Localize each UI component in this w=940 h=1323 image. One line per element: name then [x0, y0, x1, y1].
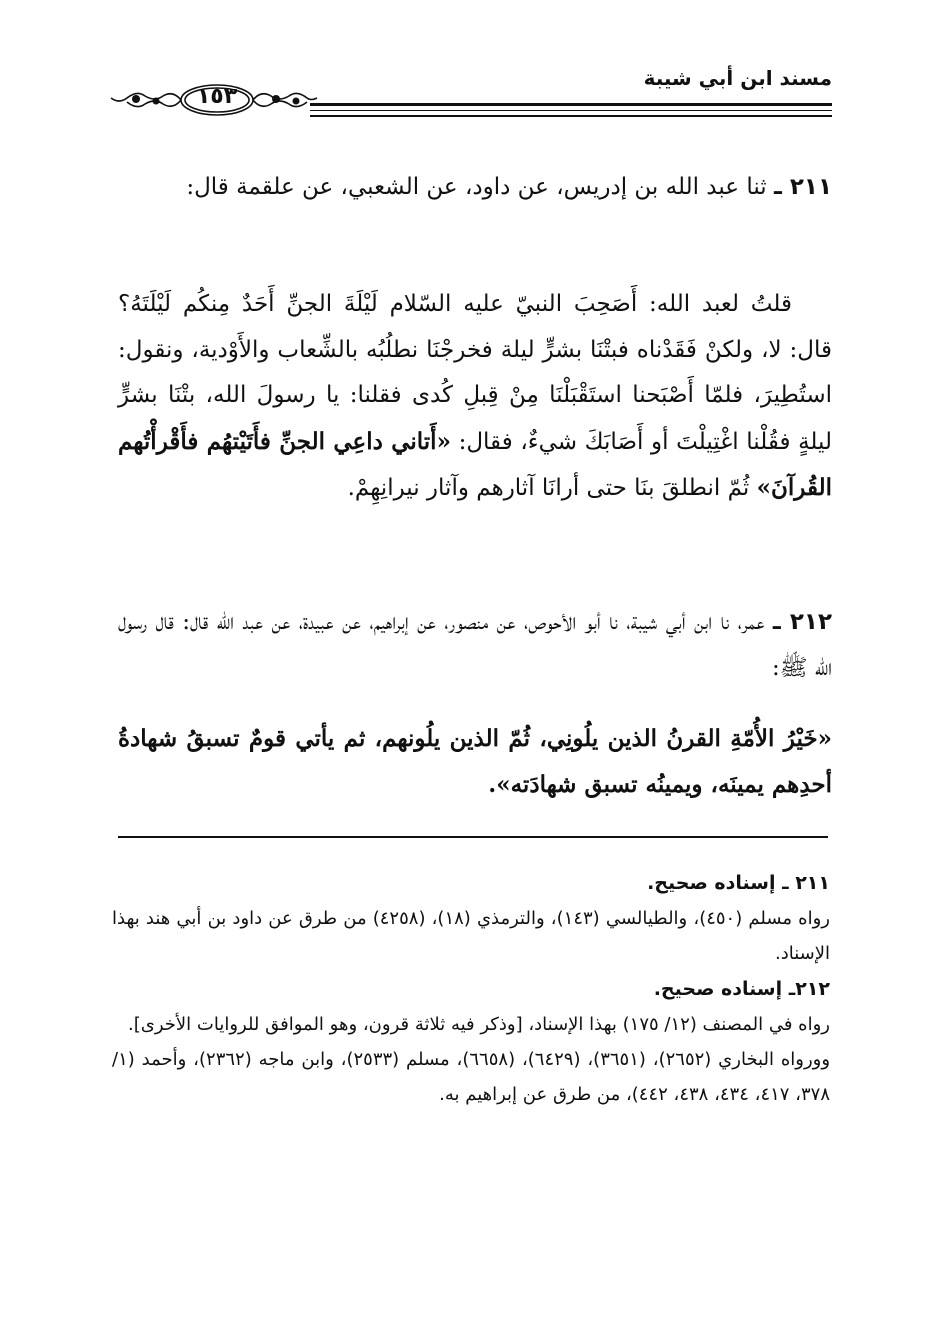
- footnote-rule: [118, 836, 828, 838]
- footnote-212-body-2: وورواه البخاري (٢٦٥٢)، (٣٦٥١)، (٦٤٢٩)، (٦٦٥٨)، مسلم (٢٥٣٣)، وابن ماجه (٢٣٦٢)، وأحمد (١/ ٣٧٨، ٤١٧، ٤٣٤، ٤٣٨، ٤٤٢)، من طرق عن إبراهيم به.: [112, 1049, 831, 1106]
- hadith-212-isnad: [118, 600, 832, 691]
- hadith-211-isnad: [118, 165, 832, 211]
- hadith-number: ٢١٢ ـ: [772, 609, 833, 635]
- footnote-211-body: رواه مسلم (٤٥٠)، والطيالسي (١٤٣)، والترمذي (١٨)، (٤٢٥٨) من طرق عن داود بن أبي هند بهذا الإسناد.: [112, 908, 830, 965]
- footnote-212-body: رواه في المصنف (١٢/ ١٧٥) بهذا الإسناد، [وذكر فيه ثلاثة قرون، وهو الموافق للروايات الأخرى].: [128, 1013, 830, 1035]
- header-rule: [310, 103, 832, 106]
- hadith-212-quote: «خَيْرُ الأُمّةِ القرنُ الذين يلُونِي، ثُمّ الذين يلُونهم، ثم يأتي قومٌ تسبقُ شهادةُ أحدِهم يمينَه، ويمينُه تسبق شهادَته».: [118, 725, 832, 798]
- matn-text: قلتُ لعبد الله: أَصَحِبَ النبيّ عليه السّلام لَيْلَةَ الجنِّ أَحَدٌ مِنكُم لَيْلَتَهُ؟ قال: لا، ولكنْ فَقَدْناه فبتْنَا بشرٍّ ليلة فخرجْنَا نطلُبُه بالشِّعاب والأَوْدية، ونقول: استُطِيرَ، فلمّا أَصْبَحنا استَقْبَلْنَا مِنْ قِبلِ كُدى فقلنا: يا رسولَ الله، بتْنَا بشرٍّ ليلةٍ فقُلْنا اغْتِيلْتَ أو أَصَابَكَ شيءٌ، فقال:: [118, 291, 832, 455]
- hadith-number: ٢١١ ـ: [774, 174, 832, 200]
- page-number: ١٥٣: [196, 84, 238, 109]
- header-rule: [310, 115, 832, 117]
- footnote-211-head: ٢١١ ـ إسناده صحيح.: [647, 872, 830, 894]
- footnotes: [112, 866, 830, 1112]
- running-title: مسند ابن أبي شيبة: [643, 66, 832, 90]
- isnad-text: عمر، نا ابن أبي شيبة، نا أبو الأحوص، عن منصور، عن إبراهيم، عن عبيدة، عن عبد الله قال: قال رسول الله ﷺ:: [118, 609, 832, 681]
- matn-text-end: ثُمّ انطلقَ بنَا حتى أرانَا آثارهم وآثار نيرانِهِمْ.: [347, 475, 750, 501]
- isnad-text: ثنا عبد الله بن إدريس، عن داود، عن الشعبي، عن علقمة قال:: [186, 174, 767, 200]
- hadith-211-matn: [118, 282, 832, 512]
- prophetic-quote: «أَتاني داعِي الجنِّ فأَتَيْتهُم فأَقْرأْتُهم القُرآنَ»: [118, 427, 832, 501]
- header-rule: [310, 110, 832, 111]
- footnote-212-head: ٢١٢ـ إسناده صحيح.: [653, 977, 830, 1000]
